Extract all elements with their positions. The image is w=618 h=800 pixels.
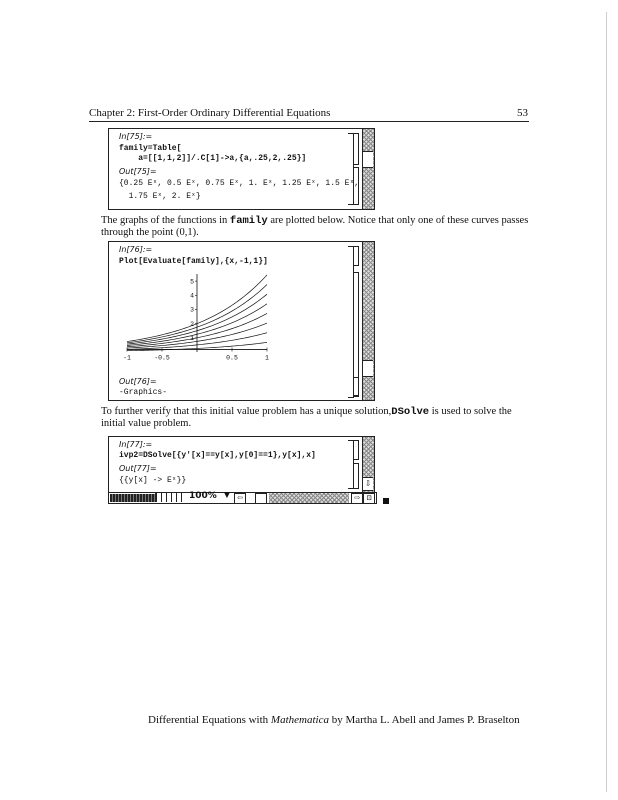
end-of-section-mark [383,498,389,504]
output-line: 1.75 Eˣ, 2. Eˣ} [119,192,201,201]
scroll-thumb[interactable] [363,151,373,168]
zoom-gauge[interactable] [110,494,155,502]
scroll-left-arrow-icon[interactable]: ⇦ [234,493,246,504]
input-code-line[interactable]: ivp2=DSolve[{y'[x]==y[x],y[0]==1},y[x],x] [119,451,316,460]
y-tick-label: 4 [190,292,194,300]
x-tick-label: -1 [123,354,131,362]
output-label: Out[75]= [119,167,157,176]
paragraph-dsolve: To further verify that this initial value problem has a unique solution,DSolve is used to solve the initial value problem. [101,406,512,429]
footer-italic-title: Mathematica [270,714,329,726]
y-tick-label: 1 [190,335,194,343]
output-graphics: -Graphics- [119,388,168,397]
input-label: In[77]:= [119,440,153,449]
inline-code-family: family [229,215,268,227]
input-code-line[interactable]: a=[[1,1,2]]/.C[1]->a,{a,.25,2,.25}] [119,154,307,163]
header-rule [89,121,529,122]
zoom-level[interactable]: 100% [189,491,217,501]
group-cell-bracket[interactable] [348,246,354,398]
page-edge-line [606,12,607,792]
page-number: 53 [517,107,528,119]
x-tick-label: 0.5 [226,354,238,362]
zoom-dropdown-icon[interactable]: ▼ [222,490,232,501]
group-cell-bracket[interactable] [348,440,354,489]
output-line: {{y[x] -> Eˣ}} [119,476,187,485]
horizontal-scrollbar[interactable] [269,493,349,503]
chapter-title: Chapter 2: First-Order Ordinary Differential Equations [89,107,331,119]
family-plot [117,270,277,370]
input-code-line[interactable]: Plot[Evaluate[family],{x,-1,1}] [119,257,268,266]
notebook-cell-77[interactable] [108,436,375,496]
vertical-scrollbar[interactable] [362,437,374,495]
y-tick-label: 5 [190,278,194,286]
output-label: Out[77]= [119,464,157,473]
paragraph-family-plot: The graphs of the functions in family are plotted below. Notice that only one of these curves passes through the point (0,1). [101,215,529,238]
page-footer: Differential Equations with Mathematica by Martha L. Abell and James P. Braselton [148,714,520,726]
notebook-cell-75[interactable] [108,128,375,210]
scroll-right-arrow-icon[interactable]: ⇨ [351,493,363,504]
input-label: In[76]:= [119,245,153,254]
y-tick-label: 3 [190,306,194,314]
output-label: Out[76]= [119,377,157,386]
scroll-thumb[interactable] [363,360,373,377]
output-line: {0.25 Eˣ, 0.5 Eˣ, 0.75 Eˣ, 1. Eˣ, 1.25 Eˣ, 1.5 Eˣ, [119,179,360,188]
x-tick-label: -0.5 [154,354,170,362]
resize-grip-icon[interactable]: ⊡ [363,493,375,504]
scroll-down-arrow-icon[interactable]: ⇩ [363,477,373,491]
vertical-scrollbar[interactable] [362,129,374,209]
notebook-cell-76[interactable] [108,241,375,401]
notebook-status-bar [108,492,377,504]
input-label: In[75]:= [119,132,153,141]
input-code-line[interactable]: family=Table[ [119,144,182,153]
vertical-scrollbar[interactable] [362,242,374,400]
y-tick-label: 2 [190,320,194,328]
inline-code-dsolve: DSolve [391,406,430,418]
scroll-thumb-h[interactable] [255,493,267,504]
group-cell-bracket[interactable] [348,133,354,205]
x-tick-label: 1 [265,354,269,362]
magnification-ruler [155,493,186,502]
